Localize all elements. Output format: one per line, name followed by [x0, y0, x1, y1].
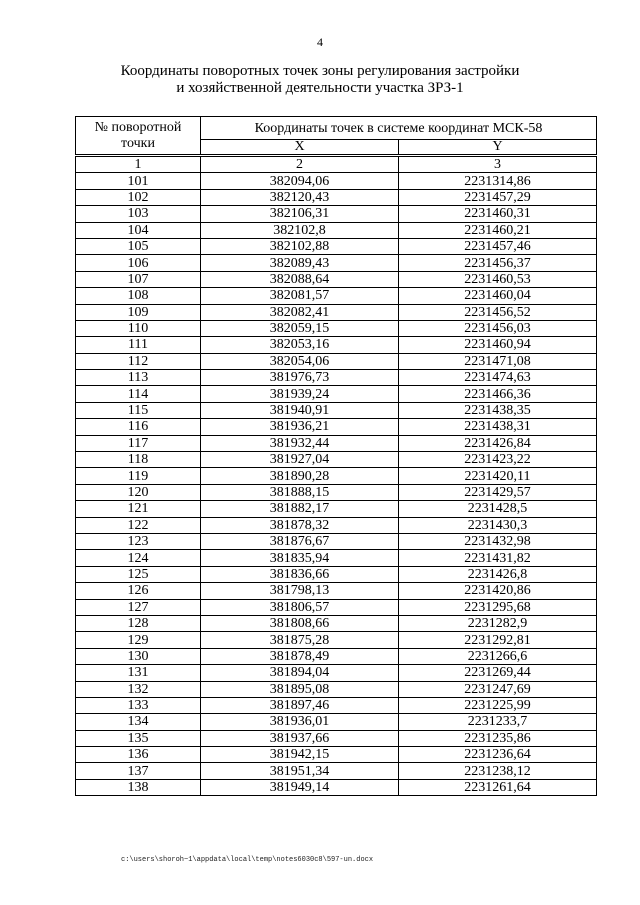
- x-coordinate-cell: 382089,43: [201, 255, 399, 271]
- y-coordinate-cell: 2231261,64: [399, 779, 597, 795]
- point-number-cell: 109: [76, 304, 201, 320]
- point-number-cell: 118: [76, 452, 201, 468]
- x-coordinate-cell: 381836,66: [201, 566, 399, 582]
- x-coordinate-cell: 381798,13: [201, 583, 399, 599]
- y-coordinate-cell: 2231266,6: [399, 648, 597, 664]
- y-coordinate-cell: 2231233,7: [399, 714, 597, 730]
- point-number-cell: 136: [76, 747, 201, 763]
- point-number-cell: 120: [76, 484, 201, 500]
- table-row: [76, 599, 597, 615]
- table-row: [76, 648, 597, 664]
- y-coordinate-cell: 2231438,35: [399, 402, 597, 418]
- point-number-cell: 138: [76, 779, 201, 795]
- y-header: Y: [399, 140, 597, 156]
- table-row: [76, 337, 597, 353]
- title-line-1: Координаты поворотных точек зоны регулирования застройки: [120, 63, 520, 79]
- x-coordinate-cell: 381936,01: [201, 714, 399, 730]
- y-coordinate-cell: 2231460,21: [399, 222, 597, 238]
- point-number-cell: 108: [76, 288, 201, 304]
- column-number-2: 2: [201, 156, 399, 173]
- x-coordinate-cell: 381937,66: [201, 730, 399, 746]
- y-coordinate-cell: 2231292,81: [399, 632, 597, 648]
- table-row: [76, 353, 597, 369]
- table-row: [76, 419, 597, 435]
- y-coordinate-cell: 2231428,5: [399, 501, 597, 517]
- y-coordinate-cell: 2231474,63: [399, 370, 597, 386]
- y-coordinate-cell: 2231420,86: [399, 583, 597, 599]
- table-row: [76, 533, 597, 549]
- point-number-cell: 129: [76, 632, 201, 648]
- table-row: [76, 320, 597, 336]
- x-coordinate-cell: 381878,32: [201, 517, 399, 533]
- x-coordinate-cell: 381951,34: [201, 763, 399, 779]
- point-number-cell: 103: [76, 206, 201, 222]
- y-coordinate-cell: 2231295,68: [399, 599, 597, 615]
- y-coordinate-cell: 2231432,98: [399, 533, 597, 549]
- y-coordinate-cell: 2231460,53: [399, 271, 597, 287]
- x-coordinate-cell: 381927,04: [201, 452, 399, 468]
- point-number-cell: 126: [76, 583, 201, 599]
- y-coordinate-cell: 2231426,8: [399, 566, 597, 582]
- y-coordinate-cell: 2231457,29: [399, 189, 597, 205]
- coordinates-table: [75, 116, 597, 796]
- y-coordinate-cell: 2231426,84: [399, 435, 597, 451]
- table-row: [76, 501, 597, 517]
- x-coordinate-cell: 381949,14: [201, 779, 399, 795]
- x-coordinate-cell: 382053,16: [201, 337, 399, 353]
- column-number-1: 1: [76, 156, 201, 173]
- point-number-cell: 137: [76, 763, 201, 779]
- point-number-cell: 128: [76, 615, 201, 631]
- table-row: [76, 468, 597, 484]
- y-coordinate-cell: 2231457,46: [399, 238, 597, 254]
- point-number-cell: 107: [76, 271, 201, 287]
- y-coordinate-cell: 2231420,11: [399, 468, 597, 484]
- table-row: [76, 255, 597, 271]
- table-row: [76, 697, 597, 713]
- point-number-cell: 106: [76, 255, 201, 271]
- point-number-cell: 111: [76, 337, 201, 353]
- y-coordinate-cell: 2231431,82: [399, 550, 597, 566]
- point-number-cell: 116: [76, 419, 201, 435]
- page-number: 4: [317, 35, 323, 49]
- x-coordinate-cell: 381940,91: [201, 402, 399, 418]
- y-coordinate-cell: 2231456,03: [399, 320, 597, 336]
- x-coordinate-cell: 381897,46: [201, 697, 399, 713]
- table-row: [76, 370, 597, 386]
- x-coordinate-cell: 381895,08: [201, 681, 399, 697]
- table-row: [76, 763, 597, 779]
- point-number-cell: 101: [76, 173, 201, 189]
- table-row: [76, 632, 597, 648]
- table-row: [76, 386, 597, 402]
- table-row: [76, 730, 597, 746]
- table-row: [76, 747, 597, 763]
- table-row: [76, 173, 597, 189]
- table-row: [76, 583, 597, 599]
- x-coordinate-cell: 381876,67: [201, 533, 399, 549]
- x-coordinate-cell: 382094,06: [201, 173, 399, 189]
- file-path-footer: c:\users\shoroh~1\appdata\local\temp\notes6030c8\597-un.docx: [121, 856, 374, 864]
- table-row: [76, 222, 597, 238]
- table-row: [76, 681, 597, 697]
- y-coordinate-cell: 2231471,08: [399, 353, 597, 369]
- x-coordinate-cell: 381808,66: [201, 615, 399, 631]
- point-number-cell: 104: [76, 222, 201, 238]
- y-coordinate-cell: 2231456,37: [399, 255, 597, 271]
- x-coordinate-cell: 381888,15: [201, 484, 399, 500]
- x-coordinate-cell: 382081,57: [201, 288, 399, 304]
- table-row: [76, 238, 597, 254]
- point-number-cell: 127: [76, 599, 201, 615]
- table-row: [76, 452, 597, 468]
- x-coordinate-cell: 381882,17: [201, 501, 399, 517]
- y-coordinate-cell: 2231314,86: [399, 173, 597, 189]
- y-coordinate-cell: 2231238,12: [399, 763, 597, 779]
- coordinates-table-body: [76, 156, 597, 796]
- point-number-cell: 132: [76, 681, 201, 697]
- point-number-cell: 113: [76, 370, 201, 386]
- point-number-cell: 135: [76, 730, 201, 746]
- x-coordinate-cell: 381939,24: [201, 386, 399, 402]
- x-coordinate-cell: 382102,88: [201, 238, 399, 254]
- point-number-cell: 122: [76, 517, 201, 533]
- point-number-cell: 133: [76, 697, 201, 713]
- y-coordinate-cell: 2231429,57: [399, 484, 597, 500]
- x-coordinate-cell: 381976,73: [201, 370, 399, 386]
- y-coordinate-cell: 2231236,64: [399, 747, 597, 763]
- table-row: [76, 665, 597, 681]
- table-row: [76, 288, 597, 304]
- table-row: [76, 615, 597, 631]
- x-coordinate-cell: 381806,57: [201, 599, 399, 615]
- x-coordinate-cell: 381936,21: [201, 419, 399, 435]
- x-coordinate-cell: 381875,28: [201, 632, 399, 648]
- table-row: [76, 271, 597, 287]
- point-number-cell: 134: [76, 714, 201, 730]
- x-coordinate-cell: 381890,28: [201, 468, 399, 484]
- x-coordinate-cell: 381942,15: [201, 747, 399, 763]
- x-header: X: [201, 140, 399, 156]
- point-number-cell: 105: [76, 238, 201, 254]
- point-number-header: № поворотной точки: [76, 117, 201, 156]
- point-number-cell: 115: [76, 402, 201, 418]
- point-number-cell: 123: [76, 533, 201, 549]
- x-coordinate-cell: 382120,43: [201, 189, 399, 205]
- table-row: [76, 566, 597, 582]
- y-coordinate-cell: 2231225,99: [399, 697, 597, 713]
- point-number-cell: 124: [76, 550, 201, 566]
- column-number-3: 3: [399, 156, 597, 173]
- y-coordinate-cell: 2231430,3: [399, 517, 597, 533]
- point-number-cell: 125: [76, 566, 201, 582]
- point-number-cell: 121: [76, 501, 201, 517]
- document-title: [0, 63, 640, 97]
- point-number-cell: 119: [76, 468, 201, 484]
- point-number-cell: 130: [76, 648, 201, 664]
- x-coordinate-cell: 382059,15: [201, 320, 399, 336]
- x-coordinate-cell: 381878,49: [201, 648, 399, 664]
- y-coordinate-cell: 2231456,52: [399, 304, 597, 320]
- x-coordinate-cell: 382082,41: [201, 304, 399, 320]
- table-row: [76, 189, 597, 205]
- x-coordinate-cell: 382102,8: [201, 222, 399, 238]
- column-number-row: [76, 156, 597, 173]
- table-row: [76, 714, 597, 730]
- y-coordinate-cell: 2231438,31: [399, 419, 597, 435]
- point-number-cell: 110: [76, 320, 201, 336]
- point-number-cell: 117: [76, 435, 201, 451]
- y-coordinate-cell: 2231423,22: [399, 452, 597, 468]
- y-coordinate-cell: 2231235,86: [399, 730, 597, 746]
- y-coordinate-cell: 2231282,9: [399, 615, 597, 631]
- x-coordinate-cell: 382054,06: [201, 353, 399, 369]
- x-coordinate-cell: 382088,64: [201, 271, 399, 287]
- table-row: [76, 206, 597, 222]
- y-coordinate-cell: 2231460,04: [399, 288, 597, 304]
- table-row: [76, 435, 597, 451]
- x-coordinate-cell: 381894,04: [201, 665, 399, 681]
- table-row: [76, 779, 597, 795]
- point-number-cell: 114: [76, 386, 201, 402]
- y-coordinate-cell: 2231247,69: [399, 681, 597, 697]
- point-number-cell: 102: [76, 189, 201, 205]
- y-coordinate-cell: 2231466,36: [399, 386, 597, 402]
- title-line-2: и хозяйственной деятельности участка ЗРЗ-1: [176, 80, 464, 96]
- y-coordinate-cell: 2231460,31: [399, 206, 597, 222]
- y-coordinate-cell: 2231460,94: [399, 337, 597, 353]
- y-coordinate-cell: 2231269,44: [399, 665, 597, 681]
- x-coordinate-cell: 382106,31: [201, 206, 399, 222]
- table-row: [76, 517, 597, 533]
- table-row: [76, 304, 597, 320]
- table-row: [76, 550, 597, 566]
- x-coordinate-cell: 381932,44: [201, 435, 399, 451]
- point-number-cell: 131: [76, 665, 201, 681]
- table-row: [76, 402, 597, 418]
- table-row: [76, 484, 597, 500]
- coordinates-system-header: Координаты точек в системе координат МСК-58: [201, 117, 597, 140]
- point-number-cell: 112: [76, 353, 201, 369]
- x-coordinate-cell: 381835,94: [201, 550, 399, 566]
